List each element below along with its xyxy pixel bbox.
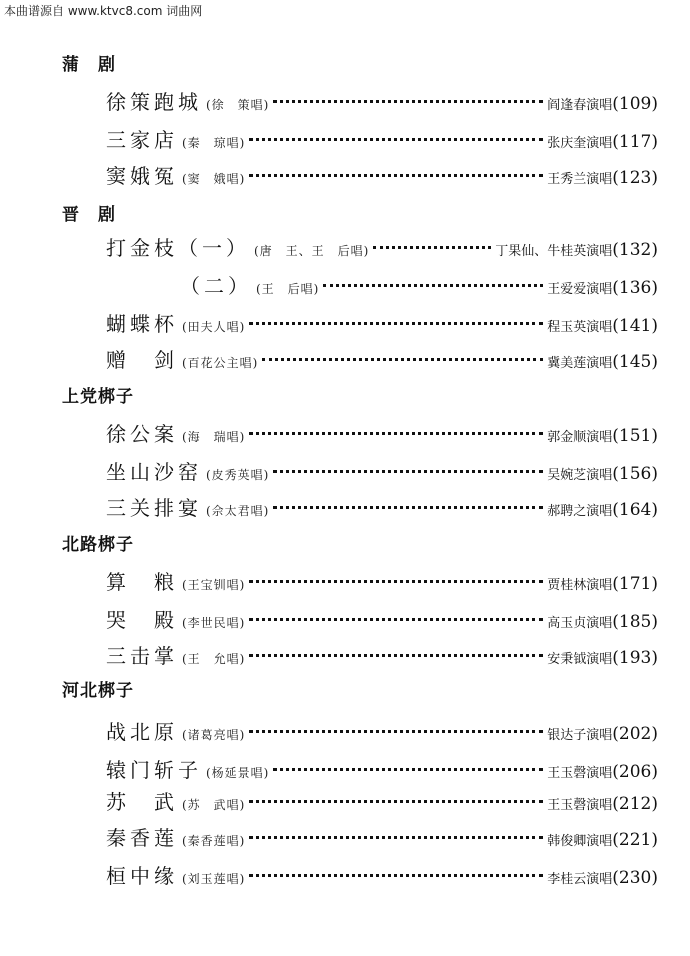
entry-role: (秦香莲唱) bbox=[182, 834, 246, 848]
toc-entry[interactable] bbox=[106, 492, 658, 520]
dot-leader bbox=[273, 100, 543, 103]
entry-page-number: (117) bbox=[612, 132, 658, 152]
entry-role: (佘太君唱) bbox=[206, 504, 270, 518]
section-heading: 河北梆子 bbox=[62, 681, 134, 701]
entry-page-number: (221) bbox=[612, 830, 658, 850]
entry-performer: 李桂云演唱 bbox=[547, 872, 613, 887]
entry-title: 桓中缘 bbox=[106, 864, 178, 888]
entry-role: (皮秀英唱) bbox=[206, 468, 270, 482]
entry-title: 哭 殿 bbox=[106, 608, 178, 632]
entry-role: (王宝钏唱) bbox=[182, 578, 246, 592]
toc-entry[interactable] bbox=[106, 822, 658, 850]
entry-role: (百花公主唱) bbox=[182, 356, 259, 370]
entry-title: 苏 武 bbox=[106, 790, 178, 814]
dot-leader bbox=[262, 358, 543, 361]
entry-title: 徐公案 bbox=[106, 422, 178, 446]
toc-entry[interactable] bbox=[106, 308, 658, 336]
entry-performer: 张庆奎演唱 bbox=[547, 136, 613, 151]
dot-leader bbox=[249, 654, 543, 657]
entry-performer: 程玉英演唱 bbox=[547, 320, 613, 335]
toc-entry[interactable] bbox=[106, 786, 658, 814]
entry-page-number: (164) bbox=[612, 500, 658, 520]
entry-page-number: (141) bbox=[612, 316, 658, 336]
section-heading: 晋 剧 bbox=[62, 205, 116, 225]
entry-performer: 郭金顺演唱 bbox=[547, 430, 613, 445]
entry-title: 辕门斩子 bbox=[106, 758, 202, 782]
dot-leader bbox=[249, 730, 543, 733]
entry-page-number: (136) bbox=[612, 278, 658, 298]
entry-page-number: (185) bbox=[612, 612, 658, 632]
entry-role: (杨延景唱) bbox=[206, 766, 270, 780]
entry-title: 战北原 bbox=[106, 720, 178, 744]
entry-page-number: (193) bbox=[612, 648, 658, 668]
entry-title: 秦香莲 bbox=[106, 826, 178, 850]
entry-page-number: (123) bbox=[612, 168, 658, 188]
entry-role: (诸葛亮唱) bbox=[182, 728, 246, 742]
toc-entry[interactable] bbox=[180, 270, 658, 298]
entry-performer: 冀美莲演唱 bbox=[547, 356, 613, 371]
dot-leader bbox=[249, 174, 543, 177]
entry-role: (刘玉莲唱) bbox=[182, 872, 246, 886]
entry-role: (唐 王、王 后唱) bbox=[254, 244, 370, 258]
entry-page-number: (145) bbox=[612, 352, 658, 372]
entry-performer: 阎逢春演唱 bbox=[547, 98, 613, 113]
dot-leader bbox=[249, 322, 543, 325]
entry-title: 算 粮 bbox=[106, 570, 178, 594]
entry-title: 三关排宴 bbox=[106, 496, 202, 520]
entry-title: 打金枝（一） bbox=[106, 236, 250, 260]
entry-role: (李世民唱) bbox=[182, 616, 246, 630]
dot-leader bbox=[249, 580, 543, 583]
dot-leader bbox=[273, 470, 543, 473]
dot-leader bbox=[249, 836, 543, 839]
entry-role: (王 后唱) bbox=[256, 282, 320, 296]
entry-performer: 吴婉芝演唱 bbox=[547, 468, 613, 483]
entry-page-number: (109) bbox=[612, 94, 658, 114]
section-heading: 蒲 剧 bbox=[62, 55, 116, 75]
entry-role: (田夫人唱) bbox=[182, 320, 246, 334]
entry-performer: 王玉磬演唱 bbox=[547, 766, 613, 781]
entry-performer: 安秉钺演唱 bbox=[547, 652, 613, 667]
entry-performer: 郝聘之演唱 bbox=[547, 504, 613, 519]
section-heading: 北路梆子 bbox=[62, 535, 134, 555]
entry-performer: 王玉磬演唱 bbox=[547, 798, 613, 813]
dot-leader bbox=[373, 246, 491, 249]
dot-leader bbox=[249, 618, 543, 621]
entry-title: 三击掌 bbox=[106, 644, 178, 668]
dot-leader bbox=[249, 800, 543, 803]
toc-entry[interactable] bbox=[106, 418, 658, 446]
entry-page-number: (212) bbox=[612, 794, 658, 814]
dot-leader bbox=[249, 874, 543, 877]
entry-title: 坐山沙窑 bbox=[106, 460, 202, 484]
entry-role: (秦 琼唱) bbox=[182, 136, 246, 150]
entry-page-number: (202) bbox=[612, 724, 658, 744]
dot-leader bbox=[273, 768, 543, 771]
entry-title: 窦娥冤 bbox=[106, 164, 178, 188]
toc-entry[interactable] bbox=[106, 456, 658, 484]
entry-performer: 贾桂林演唱 bbox=[547, 578, 613, 593]
toc-entry[interactable] bbox=[106, 566, 658, 594]
entry-performer: 高玉贞演唱 bbox=[547, 616, 613, 631]
entry-performer: 韩俊卿演唱 bbox=[547, 834, 613, 849]
toc-entry[interactable] bbox=[106, 716, 658, 744]
entry-performer: 丁果仙、牛桂英演唱 bbox=[495, 244, 613, 259]
site-watermark: 本曲谱源自 www.ktvc8.com 词曲网 bbox=[4, 4, 203, 18]
dot-leader bbox=[273, 506, 543, 509]
entry-page-number: (171) bbox=[612, 574, 658, 594]
toc-entry[interactable] bbox=[106, 86, 658, 114]
entry-title: 蝴蝶杯 bbox=[106, 312, 178, 336]
entry-performer: 王秀兰演唱 bbox=[547, 172, 613, 187]
dot-leader bbox=[323, 284, 543, 287]
toc-entry[interactable] bbox=[106, 232, 658, 260]
entry-role: (王 允唱) bbox=[182, 652, 246, 666]
entry-role: (徐 策唱) bbox=[206, 98, 270, 112]
entry-page-number: (132) bbox=[612, 240, 658, 260]
dot-leader bbox=[249, 138, 543, 141]
entry-title: 三家店 bbox=[106, 128, 178, 152]
entry-title: 徐策跑城 bbox=[106, 90, 202, 114]
entry-title: （二） bbox=[180, 274, 252, 298]
entry-page-number: (206) bbox=[612, 762, 658, 782]
entry-performer: 王爱爱演唱 bbox=[547, 282, 613, 297]
toc-entry[interactable] bbox=[106, 124, 658, 152]
toc-entry[interactable] bbox=[106, 604, 658, 632]
entry-title: 赠 剑 bbox=[106, 348, 178, 372]
toc-entry[interactable] bbox=[106, 754, 658, 782]
toc-entry[interactable] bbox=[106, 160, 658, 188]
entry-role: (苏 武唱) bbox=[182, 798, 246, 812]
dot-leader bbox=[249, 432, 543, 435]
entry-performer: 银达子演唱 bbox=[547, 728, 613, 743]
section-heading: 上党梆子 bbox=[62, 387, 134, 407]
toc-entry[interactable] bbox=[106, 860, 658, 888]
entry-page-number: (151) bbox=[612, 426, 658, 446]
entry-page-number: (156) bbox=[612, 464, 658, 484]
toc-entry[interactable] bbox=[106, 640, 658, 668]
entry-role: (海 瑞唱) bbox=[182, 430, 246, 444]
entry-page-number: (230) bbox=[612, 868, 658, 888]
toc-entry[interactable] bbox=[106, 344, 658, 372]
entry-role: (窦 娥唱) bbox=[182, 172, 246, 186]
